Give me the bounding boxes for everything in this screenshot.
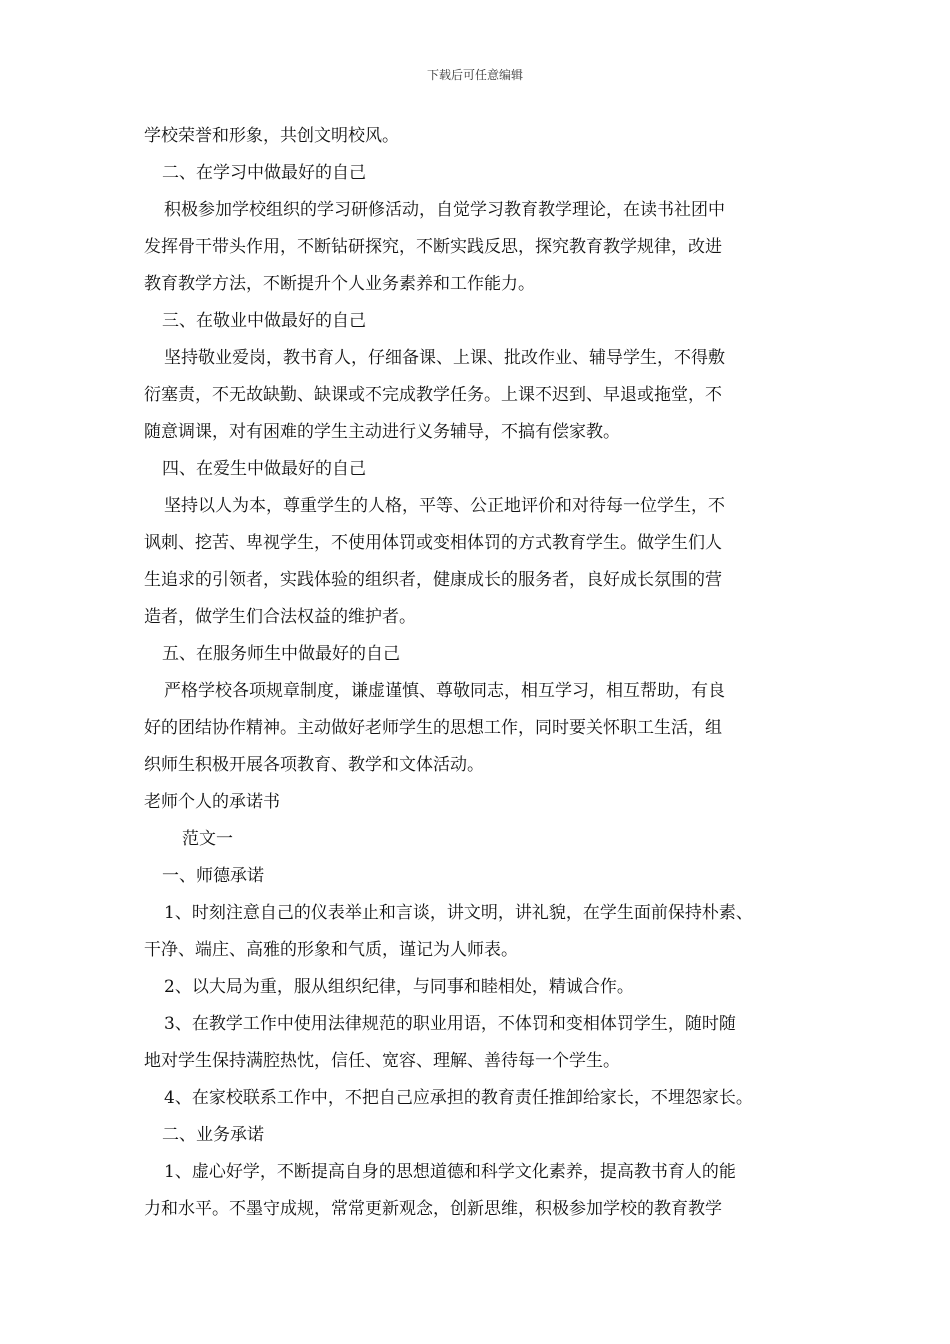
text-line: 老师个人的承诺书 (144, 792, 280, 812)
text-line: 严格学校各项规章制度，谦虚谨慎、尊敬同志，相互学习，相互帮助，有良 (164, 681, 725, 701)
text-line: 坚持敬业爱岗，教书育人，仔细备课、上课、批改作业、辅导学生，不得敷 (164, 348, 725, 368)
text-line: 三、在敬业中做最好的自己 (162, 311, 366, 331)
text-line: 3、在教学工作中使用法律规范的职业用语，不体罚和变相体罚学生，随时随 (164, 1014, 736, 1034)
text-line: 随意调课，对有困难的学生主动进行义务辅导，不搞有偿家教。 (144, 422, 620, 442)
text-line: 教育教学方法，不断提升个人业务素养和工作能力。 (144, 274, 535, 294)
text-line: 1、时刻注意自己的仪表举止和言谈，讲文明，讲礼貌，在学生面前保持朴素、 (164, 903, 753, 923)
text-line: 织师生积极开展各项教育、教学和文体活动。 (144, 755, 484, 775)
text-line: 4、在家校联系工作中，不把自己应承担的教育责任推卸给家长，不埋怨家长。 (164, 1088, 753, 1108)
text-line: 2、以大局为重，服从组织纪律，与同事和睦相处，精诚合作。 (164, 977, 634, 997)
text-line: 发挥骨干带头作用，不断钻研探究，不断实践反思，探究教育教学规律，改进 (144, 237, 722, 257)
text-line: 二、在学习中做最好的自己 (162, 163, 366, 183)
text-line: 范文一 (182, 829, 233, 849)
text-line: 衍塞责，不无故缺勤、缺课或不完成教学任务。上课不迟到、早退或拖堂，不 (144, 385, 722, 405)
page-header: 下载后可任意编辑 (426, 68, 523, 82)
text-line: 地对学生保持满腔热忱，信任、宽容、理解、善待每一个学生。 (144, 1051, 620, 1071)
text-line: 五、在服务师生中做最好的自己 (162, 644, 400, 664)
text-line: 生追求的引领者，实践体验的组织者，健康成长的服务者，良好成长氛围的营 (144, 570, 722, 590)
text-line: 学校荣誉和形象，共创文明校风。 (144, 126, 399, 146)
text-line: 坚持以人为本，尊重学生的人格，平等、公正地评价和对待每一位学生，不 (164, 496, 725, 516)
document-body (144, 118, 824, 1228)
text-line: 造者，做学生们合法权益的维护者。 (144, 607, 416, 627)
text-line: 积极参加学校组织的学习研修活动，自觉学习教育教学理论，在读书社团中 (164, 200, 725, 220)
text-line: 讽刺、挖苦、卑视学生，不使用体罚或变相体罚的方式教育学生。做学生们人 (144, 533, 722, 553)
text-line: 好的团结协作精神。主动做好老师学生的思想工作，同时要关怀职工生活，组 (144, 718, 722, 738)
text-line: 二、业务承诺 (162, 1125, 264, 1145)
text-line: 1、虚心好学，不断提高自身的思想道德和科学文化素养，提高教书育人的能 (164, 1162, 736, 1182)
text-line: 四、在爱生中做最好的自己 (162, 459, 366, 479)
text-line: 力和水平。不墨守成规，常常更新观念，创新思维，积极参加学校的教育教学 (144, 1199, 722, 1219)
text-line: 干净、端庄、高雅的形象和气质，谨记为人师表。 (144, 940, 518, 960)
text-line: 一、师德承诺 (162, 866, 264, 886)
